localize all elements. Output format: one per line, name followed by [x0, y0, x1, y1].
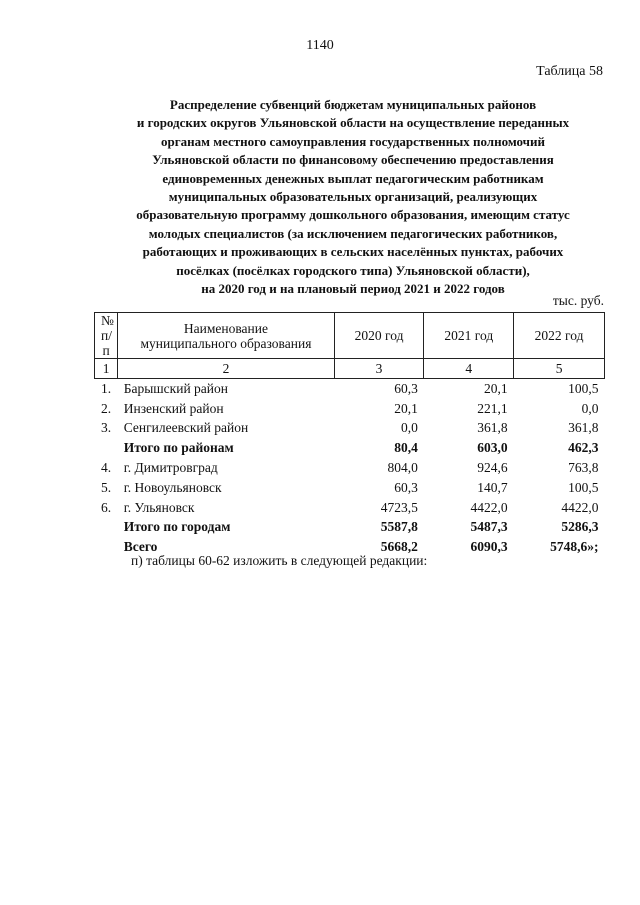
row-name: Итого по районам	[123, 440, 234, 456]
title-line: муниципальных образовательных организаций, реализующих	[168, 189, 538, 205]
column-number: 5	[514, 359, 605, 379]
row-2021: 140,7	[477, 479, 508, 495]
row-num: 4.	[101, 460, 112, 476]
column-number: 1	[95, 359, 118, 379]
row-num	[95, 537, 118, 557]
column-number: 3	[334, 359, 424, 379]
row-num	[95, 518, 118, 538]
table-row	[95, 419, 605, 439]
table-row	[95, 379, 605, 399]
table-row	[95, 478, 605, 498]
units-label: тыс. руб.	[552, 293, 604, 308]
table-row	[95, 498, 605, 518]
header-name-line: Наименование	[183, 320, 268, 336]
header-name	[118, 313, 334, 359]
row-2020: 60,3	[394, 479, 418, 495]
title-line: Распределение субвенций бюджетам муниципальных районов	[169, 97, 537, 112]
header-name-line: муниципального образования	[140, 335, 312, 351]
title-line: Ульяновской области по финансовому обеспечению предоставления	[152, 152, 554, 168]
row-2022: 361,8	[568, 420, 599, 436]
row-num	[95, 438, 118, 458]
title-line: молодых специалистов (за исключением педагогических работников,	[148, 225, 558, 241]
row-2021: 924,6	[477, 460, 508, 476]
row-2020: 20,1	[394, 400, 418, 416]
row-num: 2.	[101, 400, 112, 416]
row-name: г. Ульяновск	[123, 499, 195, 515]
column-number-row	[95, 359, 605, 379]
header-num	[95, 313, 118, 359]
row-name: Барышский район	[123, 380, 228, 396]
row-2022: 462,3	[568, 440, 599, 456]
row-2020: 80,4	[394, 440, 418, 456]
table-label: Таблица 58	[536, 64, 603, 79]
row-2022: 0,0	[581, 400, 599, 416]
row-name: Инзенский район	[123, 400, 224, 416]
row-2020: 4723,5	[380, 499, 418, 515]
header-2022: 2022 год	[514, 313, 605, 359]
row-2020: 5587,8	[380, 519, 418, 535]
subsidy-table	[94, 312, 605, 557]
row-2021: 603,0	[477, 440, 508, 456]
title-line: органам местного самоуправления государственных полномочий	[160, 133, 545, 149]
header-num-line: п/п	[101, 328, 112, 358]
row-2022: 5286,3	[561, 519, 599, 535]
header-2020: 2020 год	[334, 313, 424, 359]
header-num-line: №	[101, 313, 114, 328]
row-name: г. Димитровград	[123, 460, 218, 476]
title-line: работающих и проживающих в сельских населённых пунктах, рабочих	[142, 244, 564, 260]
row-name: Итого по городам	[123, 519, 231, 535]
title-line: на 2020 год и на плановый период 2021 и 2022 годов	[201, 281, 505, 297]
subtotal-row	[95, 518, 605, 538]
table-header-row	[95, 313, 605, 359]
header-2021: 2021 год	[424, 313, 514, 359]
row-2022: 100,5	[568, 479, 599, 495]
row-2021: 20,1	[484, 380, 508, 396]
title-line: образовательную программу дошкольного образования, имеющим статус	[136, 207, 570, 223]
column-number: 4	[424, 359, 514, 379]
row-2020: 5668,2	[380, 539, 418, 555]
table-row	[95, 399, 605, 419]
row-num: 6.	[101, 499, 112, 515]
column-number: 2	[118, 359, 334, 379]
table-row	[95, 458, 605, 478]
row-2020: 60,3	[394, 380, 418, 396]
row-num: 5.	[101, 479, 112, 495]
row-2021: 6090,3	[470, 539, 508, 555]
table-title	[95, 96, 611, 298]
row-2021: 221,1	[477, 400, 508, 416]
row-name: г. Новоульяновск	[123, 479, 222, 495]
row-2022: 4422,0	[561, 499, 599, 515]
row-2020: 0,0	[401, 420, 418, 436]
row-2022: 763,8	[568, 460, 599, 476]
row-2021: 361,8	[477, 420, 508, 436]
row-2021: 5487,3	[470, 519, 508, 535]
page-number: 1140	[306, 38, 334, 53]
title-line: и городских округов Ульяновской области на осуществление переданных	[136, 115, 570, 131]
title-line: посёлках (посёлках городского типа) Ульяновской области),	[176, 262, 530, 278]
row-name: Сенгилеевский район	[123, 420, 249, 436]
subtotal-row	[95, 438, 605, 458]
row-2021: 4422,0	[470, 499, 508, 515]
row-num: 3.	[101, 420, 112, 436]
title-line: единовременных денежных выплат педагогическим работникам	[162, 170, 544, 186]
row-2022: 5748,6»;	[550, 539, 599, 555]
row-num: 1.	[101, 380, 112, 396]
row-2020: 804,0	[387, 460, 418, 476]
row-2022: 100,5	[568, 380, 599, 396]
row-name: Всего	[123, 539, 158, 555]
amendment-note: п) таблицы 60-62 изложить в следующей редакции:	[131, 553, 428, 568]
